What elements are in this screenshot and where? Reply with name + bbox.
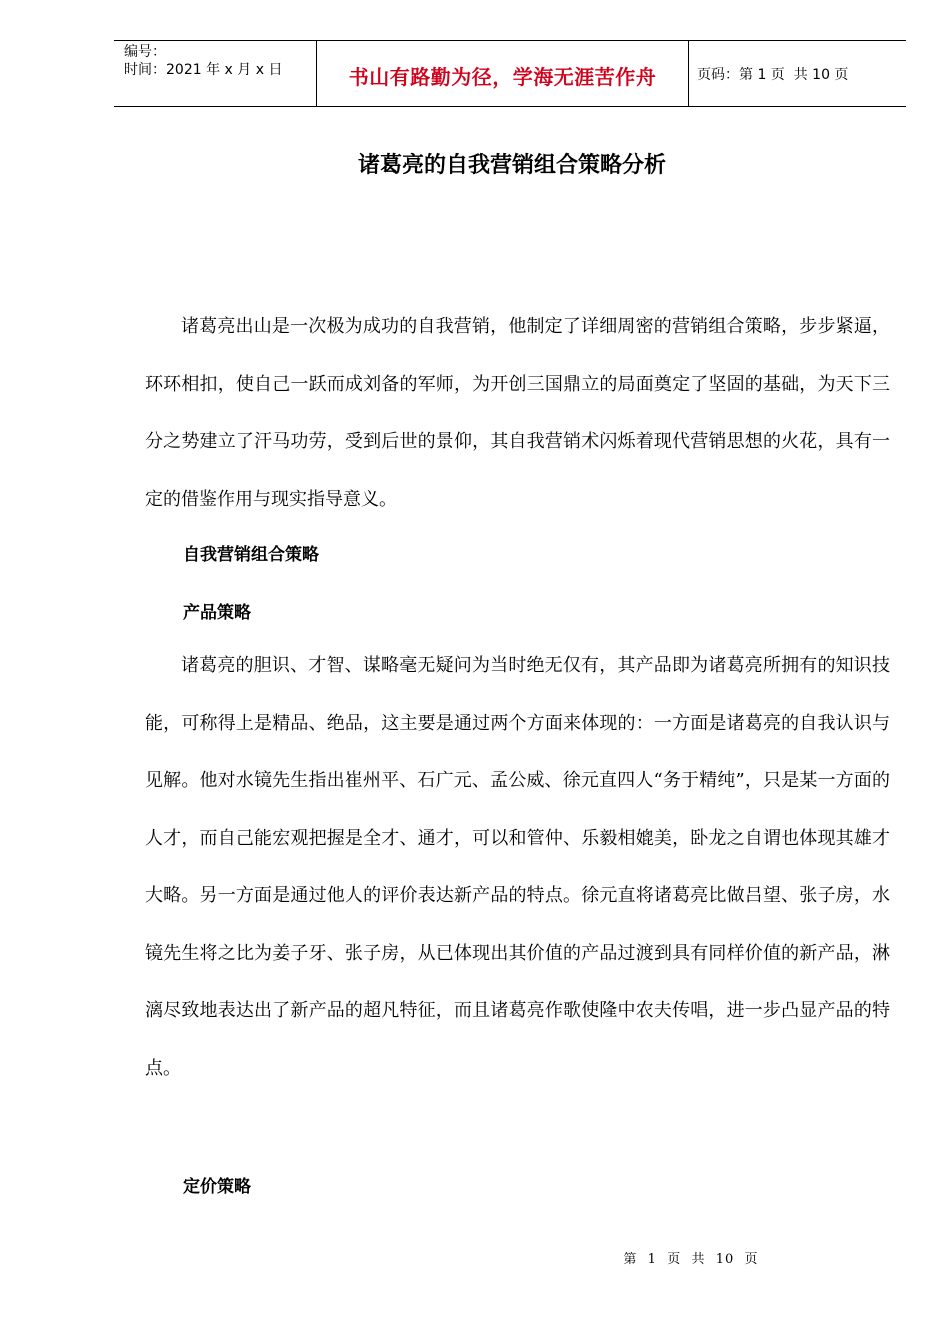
pricing-heading: 定价策略 bbox=[183, 1177, 251, 1197]
intro-paragraph: 诸葛亮出山是一次极为成功的自我营销，他制定了详细周密的营销组合策略，步步紧逼，环环相扣，使自己一跃而成刘备的军师，为开创三国鼎立的局面奠定了坚固的基础，为天下三分之势建立了汗马功劳，受到后世的景仰，其自我营销术闪烁着现代营销思想的火花，具有一定的借鉴作用与现实指导意义。 bbox=[145, 316, 890, 510]
product-heading: 产品策略 bbox=[183, 603, 251, 623]
document-title: 诸葛亮的自我营销组合策略分析 bbox=[357, 153, 666, 178]
product-paragraph: 诸葛亮的胆识、才智、谋略毫无疑问为当时绝无仅有，其产品即为诸葛亮所拥有的知识技能，可称得上是精品、绝品，这主要是通过两个方面来体现的：一方面是诸葛亮的自我认识与见解。他对水镜先生指出崔州平、石广元、孟公威、徐元直四人“务于精纯”，只是某一方面的人才，而自己能宏观把握是全才、通才，可以和管仲、乐毅相媲美，卧龙之自谓也体现其雄才大略。另一方面是通过他人的评价表达新产品的特点。徐元直将诸葛亮比做吕望、张子房，水镜先生将之比为姜子牙、张子房，从已体现出其价值的产品过渡到具有同样价值的新产品，淋漓尽致地表达出了新产品的超凡特征，而且诸葛亮作歌使隆中农夫传唱，进一步凸显产品的特点。 bbox=[145, 655, 890, 1079]
time-label: 时间：2021 年 x 月 x 日 bbox=[124, 62, 283, 78]
motto: 书山有路勤为径，学海无涯苦作舟 bbox=[348, 65, 657, 89]
page-info: 页码：第 1 页 共 10 页 bbox=[697, 66, 849, 83]
header-page-info-cell bbox=[689, 41, 906, 106]
page-header bbox=[114, 40, 906, 107]
section-heading: 自我营销组合策略 bbox=[183, 545, 319, 565]
page-footer: 第 1 页 共 10 页 bbox=[623, 1252, 759, 1267]
header-motto-cell bbox=[316, 41, 689, 106]
number-label: 编号： bbox=[124, 44, 166, 60]
header-meta bbox=[114, 41, 316, 106]
